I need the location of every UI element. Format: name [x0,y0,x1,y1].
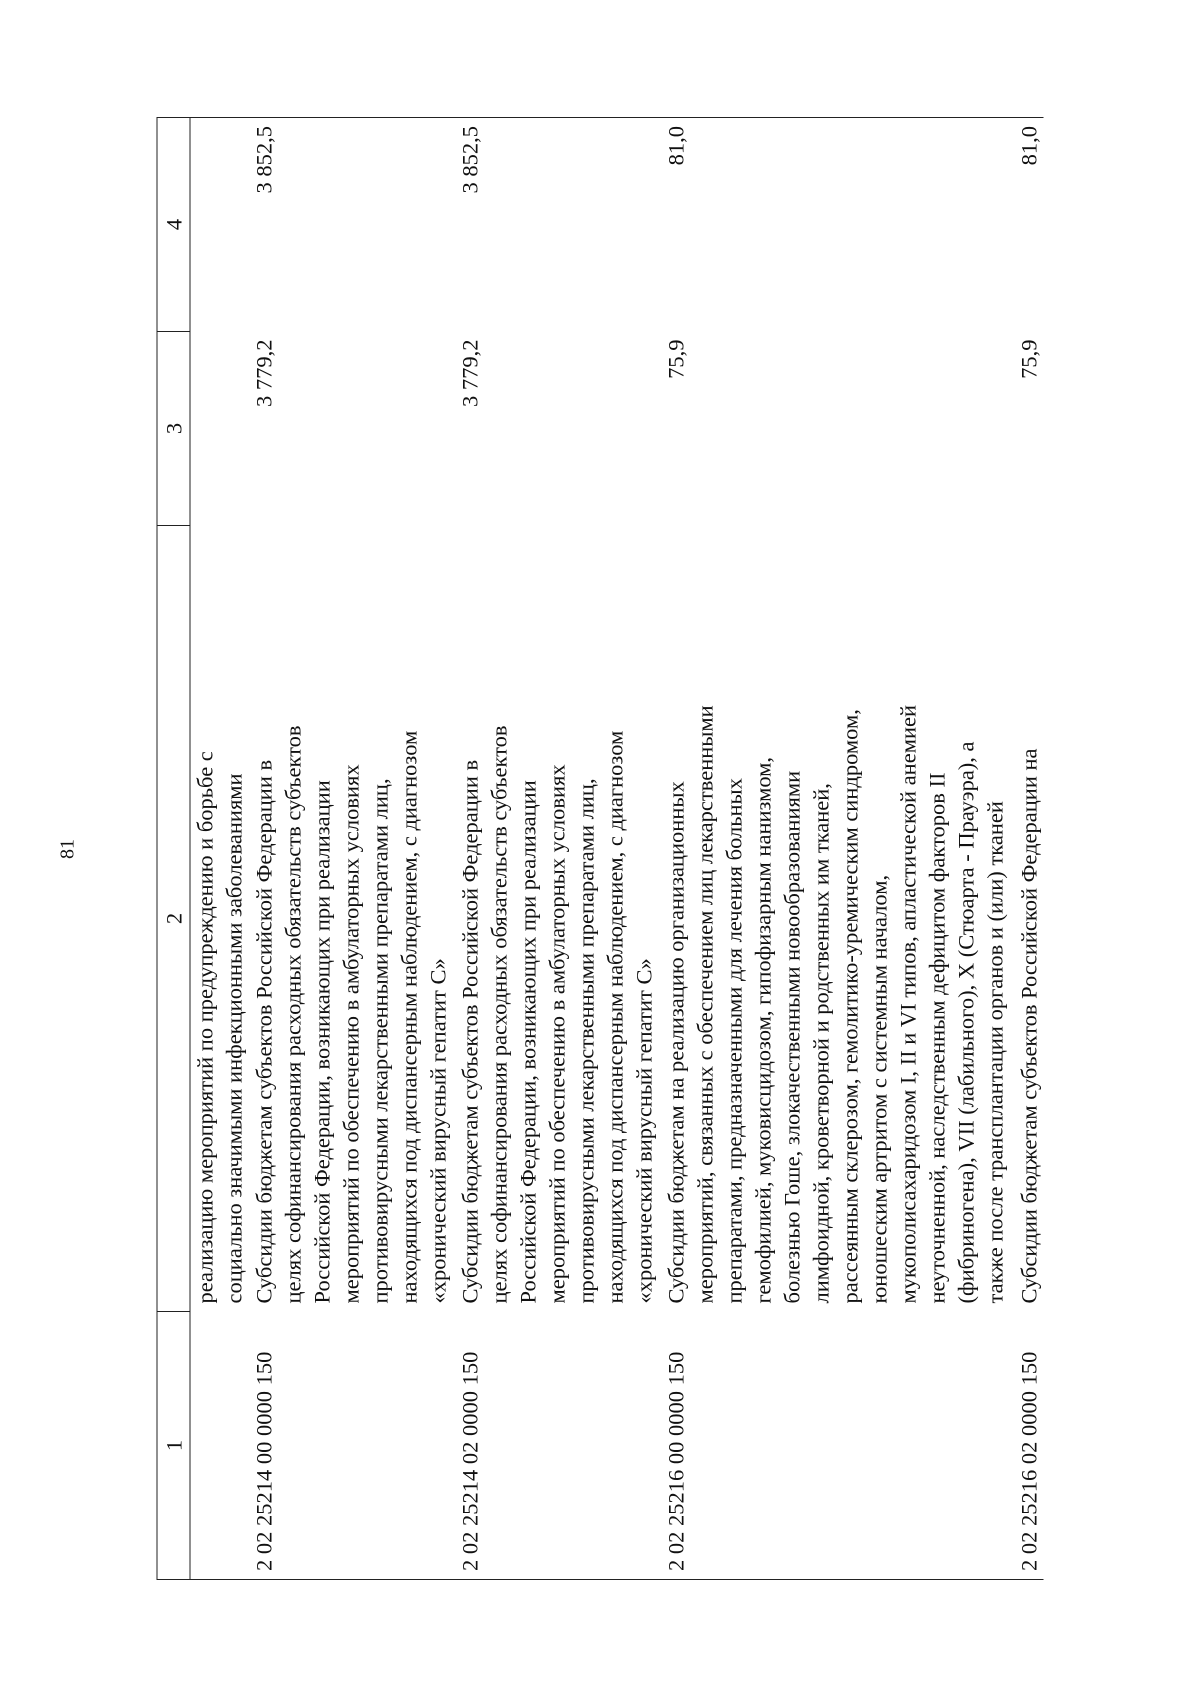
row-code: 2 02 25214 00 0000 150 [251,1351,277,1571]
header-col-2: 2 [157,526,190,1312]
description-line: болезнью Гоше, злокачественными новообразованиями [779,770,805,1304]
description-line: Субсидии бюджетам субъектов Российской Федерации в [457,759,483,1304]
description-line: противовирусными лекарственными препаратами лиц, [573,778,599,1304]
header-row [157,118,190,1580]
header-col-1: 1 [157,1312,190,1580]
table-row [249,118,455,1580]
description-line: Российской Федерации, возникающих при реализации [309,780,335,1304]
description-line: «хронический вирусный гепатит С» [631,958,657,1304]
row-value-col4: 81,0 [1016,126,1042,166]
row-description [455,526,661,1312]
row-description [1014,526,1043,1312]
header-col-3: 3 [157,332,190,526]
row-value-col4 [190,118,249,332]
description-line: юношеским артритом с системным началом, [866,874,892,1304]
description-line: Субсидии бюджетам субъектов Российской Федерации на [1016,748,1042,1304]
description-line: Российской Федерации, возникающих при реализации [515,780,541,1304]
description-line: рассеянным склерозом, гемолитико-уремическим синдромом, [837,709,863,1304]
description-line: мероприятий по обеспечению в амбулаторных условиях [544,764,570,1304]
row-value-col4: 3 852,5 [457,126,483,194]
description-line: находящихся под диспансерным наблюдением, с диагнозом [602,730,628,1304]
row-value-col3: 3 779,2 [251,339,277,407]
description-line: социально значимыми инфекционными заболеваниями [221,773,247,1304]
row-value-col3: 75,9 [1016,339,1042,379]
rotated-page [157,118,1044,1580]
row-value-col4: 81,0 [663,126,689,166]
description-line: гемофилией, муковисцидозом, гипофизарным нанизмом, [750,756,776,1304]
table-row [661,118,1014,1580]
description-line: реализацию мероприятий по предупреждению и борьбе с [192,751,218,1304]
description-line: мероприятий по обеспечению в амбулаторных условиях [338,764,364,1304]
description-line: Субсидии бюджетам субъектов Российской Федерации в [251,759,277,1304]
row-code: 2 02 25216 00 0000 150 [663,1351,689,1571]
row-code: 2 02 25214 02 0000 150 [457,1351,483,1571]
description-line: мероприятий, связанных с обеспечением лиц лекарственными [692,705,718,1304]
description-line: целях софинансирования расходных обязательств субъектов [486,725,512,1304]
row-value-col3 [190,332,249,526]
description-line: целях софинансирования расходных обязательств субъектов [280,725,306,1304]
description-line: «хронический вирусный гепатит С» [425,958,451,1304]
description-line: препаратами, предназначенными для лечения больных [721,778,747,1304]
row-value-col3: 75,9 [663,339,689,379]
table-row [455,118,661,1580]
description-line: противовирусными лекарственными препаратами лиц, [367,778,393,1304]
row-code [190,1312,249,1580]
row-description [249,526,455,1312]
table-body [190,118,1044,1580]
row-value-col4: 3 852,5 [251,126,277,194]
header-col-4: 4 [157,118,190,332]
budget-table [157,117,1044,1580]
description-line: Субсидии бюджетам на реализацию организационных [663,781,689,1304]
description-line: (фибриногена), VII (лабильного), X (Стюарта - Прауэра), а [953,741,979,1304]
row-description [661,526,1014,1312]
table-row [190,118,249,1580]
table-row [1014,118,1043,1580]
row-description [190,526,249,1312]
description-line: лимфоидной, кроветворной и родственных им тканей, [808,783,834,1304]
page-number: 81 [56,839,79,859]
row-code: 2 02 25216 02 0000 150 [1016,1351,1042,1571]
description-line: мукополисахаридозом I, II и VI типов, апластической анемией [895,704,921,1304]
description-line: неуточненной, наследственным дефицитом факторов II [924,772,950,1304]
description-line: находящихся под диспансерным наблюдением, с диагнозом [396,730,422,1304]
row-value-col3: 3 779,2 [457,339,483,407]
description-line: также после трансплантации органов и (или) тканей [982,801,1008,1304]
